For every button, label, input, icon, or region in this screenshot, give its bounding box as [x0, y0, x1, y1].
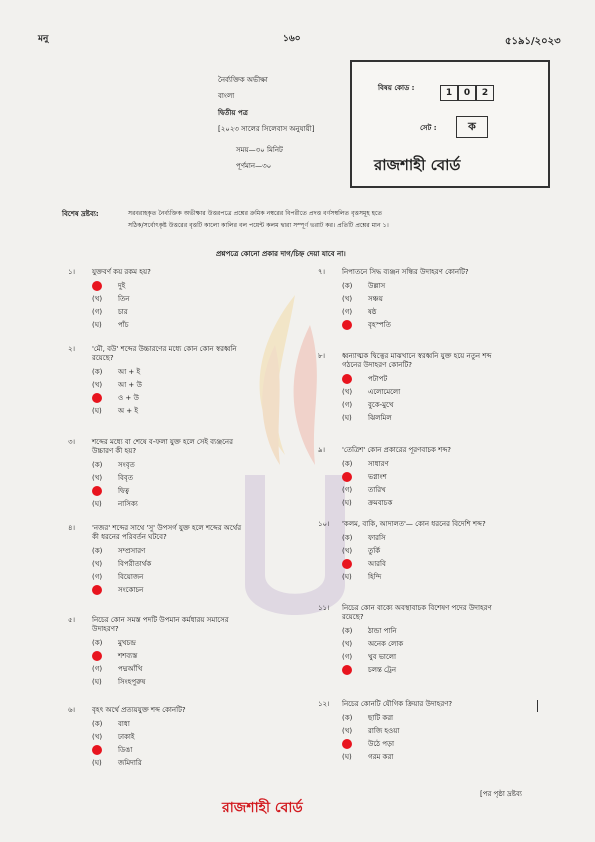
option-text: আ + ই [118, 367, 141, 376]
option-key: (ঘ) [342, 413, 352, 422]
question-number: ১০। [318, 520, 330, 528]
answer-option [342, 625, 582, 638]
answer-option [92, 731, 332, 744]
option-text: ও + উ [118, 393, 139, 402]
option-text: তুর্কি [368, 546, 381, 555]
option-key: (গ) [92, 572, 103, 581]
option-text: উঠে পড়া [368, 739, 395, 748]
answer-option [92, 744, 332, 757]
question-text: নিচের কোন বাক্যে অবস্থাবাচক বিশেষণ পদের উদাহরণ [342, 604, 492, 612]
filled-answer-bubble [92, 486, 102, 496]
option-key: (খ) [342, 726, 353, 735]
answer-option [92, 459, 332, 472]
option-text: বিবৃত [118, 473, 134, 482]
answer-option [92, 392, 332, 405]
filled-answer-bubble [342, 374, 352, 384]
question [68, 438, 332, 511]
option-key: (খ) [342, 294, 353, 303]
filled-answer-bubble [92, 745, 102, 755]
pen-mark [537, 700, 538, 712]
answer-option [92, 379, 332, 392]
question-text: 'মৌ, বউ' শব্দের উচ্চারণের মধ্যে কোন কোন স্বরধ্বনি [92, 345, 237, 353]
answer-option [92, 293, 332, 306]
subject-code [440, 80, 494, 101]
answer-option [342, 306, 582, 319]
question-number: ৯। [318, 446, 326, 454]
exam-paper: দ্বিতীয় পত্র [218, 108, 248, 117]
option-key [92, 281, 114, 291]
option-key: (ক) [92, 460, 103, 469]
filled-answer-bubble [92, 651, 102, 661]
option-key: (খ) [92, 473, 103, 482]
answer-option [92, 663, 332, 676]
option-key: (ক) [342, 459, 353, 468]
question-number: ১২। [318, 700, 330, 708]
subject-code-digit: 0 [458, 85, 476, 101]
instructions-line2: সঠিক/সর্বোৎকৃষ্ট উত্তরের বৃত্তটি কালো কালির বল পয়েন্ট কলম দ্বারা সম্পূর্ণ ভরাট কর। প্রতিটি প্রশ্নের মান ১। [128, 222, 389, 229]
filled-answer-bubble [92, 393, 102, 403]
question-number: ৭। [318, 268, 326, 276]
option-key: (খ) [92, 559, 103, 568]
no-mark-warning: প্রশ্নপত্রে কোনো প্রকার দাগ/চিহ্ন দেয়া যাবে না। [216, 250, 346, 258]
page-top-right: ৫১৯১/২০২৩ [505, 36, 561, 47]
option-text: বুকে-মুখে [368, 400, 394, 409]
question [318, 352, 582, 425]
option-list [92, 545, 332, 597]
subject-code-digit: 1 [440, 85, 458, 101]
question-text: যুক্তবর্ণ কয় রকম হয়? [92, 268, 151, 276]
filled-answer-bubble [92, 585, 102, 595]
answer-option [92, 319, 332, 332]
answer-option [342, 412, 582, 425]
answer-option [342, 319, 582, 332]
option-text: জমিদারি [118, 758, 142, 767]
option-list [342, 458, 582, 510]
option-key: (ঘ) [342, 498, 352, 507]
option-text: রাজি হওয়া [368, 726, 400, 735]
question-text: 'নজর' শব্দের সাথে 'সু' উপসর্গ যুক্ত হলে শব্দের অর্থের [92, 524, 242, 532]
answer-option [342, 532, 582, 545]
option-key [342, 320, 364, 330]
option-text: সঞ্চয় [368, 294, 383, 303]
subject-code-digit: 2 [476, 85, 494, 101]
option-text: ঝিলমিল [368, 413, 392, 422]
question-text: নিচের কোন সমস্ত পদটি উপমান কর্মধারয় সমাসের [92, 616, 229, 624]
option-text: সংবৃত [118, 460, 135, 469]
option-text: সাধারণ [368, 459, 389, 468]
option-text: নাসিক্য [118, 499, 138, 508]
option-key: (ঘ) [92, 406, 102, 415]
option-key [92, 585, 114, 595]
option-key: (ঘ) [342, 572, 352, 581]
answer-option [342, 751, 582, 764]
option-key [342, 374, 364, 384]
question-number: ৪। [68, 524, 76, 532]
answer-option [342, 458, 582, 471]
option-key [342, 559, 364, 569]
answer-option [342, 738, 582, 751]
option-text: ঢাকাই [118, 732, 135, 741]
option-text: পাঁচ [118, 320, 129, 329]
option-list [342, 712, 582, 764]
set-label: সেট : [420, 124, 437, 132]
question-text: উচ্চারণ কী হয়? [92, 446, 137, 455]
option-list [92, 459, 332, 511]
option-text: এলোমেলো [368, 387, 401, 396]
board-name: রাজশাহী বোর্ড [374, 156, 461, 174]
exam-type: নৈর্ব্যক্তিক অভীক্ষা [218, 76, 268, 84]
question-text: নিচের কোনটি যৌগিক ক্রিয়ার উদাহরণ? [342, 700, 453, 708]
option-text: তিন [118, 294, 130, 303]
question [318, 520, 582, 584]
answer-option [92, 280, 332, 293]
question-text: গঠনের উদাহরণ কোনটি? [342, 360, 413, 369]
question [318, 700, 582, 764]
answer-option [92, 637, 332, 650]
option-key: (ক) [342, 626, 353, 635]
option-key: (খ) [92, 294, 103, 303]
option-text: বিপরীতার্থক [118, 559, 152, 568]
question-number: ৫। [68, 616, 76, 624]
question [318, 268, 582, 332]
option-text: দ্বিত্ব [118, 486, 130, 495]
option-text: আ + উ [118, 380, 142, 389]
question-text: বৃহৎ অর্থে প্রত্যয়যুক্ত শব্দ কোনটি? [92, 706, 186, 714]
option-text: পটাপট [368, 374, 388, 383]
instructions-label: বিশেষ দ্রষ্টব্য: [62, 210, 99, 218]
answer-option [342, 280, 582, 293]
filled-answer-bubble [342, 665, 352, 675]
answer-option [92, 545, 332, 558]
answer-option [92, 558, 332, 571]
option-key: (গ) [342, 485, 353, 494]
question [318, 446, 582, 510]
option-list [342, 532, 582, 584]
answer-option [92, 472, 332, 485]
page-number: ১৬০ [283, 34, 301, 44]
answer-option [342, 638, 582, 651]
page-top-left: মনু [38, 34, 49, 44]
option-key: (গ) [342, 652, 353, 661]
answer-option [342, 484, 582, 497]
option-list [92, 280, 332, 332]
option-text: সিংহপুরুষ [118, 677, 146, 686]
option-text: অনেক লোক [368, 639, 404, 648]
option-text: উল্লাস [368, 281, 386, 290]
option-key: (ঘ) [92, 758, 102, 767]
exam-subject: বাংলা [218, 92, 235, 101]
answer-option [342, 293, 582, 306]
question-text: ধ্বন্যাত্মক দ্বিত্বের মাঝখানে স্বরধ্বনি যুক্ত হয়ে নতুন শব্দ [342, 352, 492, 360]
option-list [342, 373, 582, 425]
answer-option [342, 558, 582, 571]
question [68, 524, 332, 597]
filled-answer-bubble [342, 320, 352, 330]
option-text: তারিখ [368, 485, 386, 494]
option-list [342, 625, 582, 677]
answer-option [342, 471, 582, 484]
question-text: রয়েছে? [342, 612, 364, 621]
answer-option [342, 497, 582, 510]
option-text: ভগ্নাংশ [368, 472, 387, 481]
filled-answer-bubble [342, 739, 352, 749]
answer-option [92, 584, 332, 597]
subject-code-label: বিষয় কোড : [378, 84, 415, 92]
option-key [92, 745, 114, 755]
answer-option [92, 676, 332, 689]
option-text: ফারসি [368, 533, 386, 542]
answer-option [92, 306, 332, 319]
option-text: সংকোচন [118, 585, 144, 594]
option-key [92, 393, 114, 403]
question-text: নিপাতনে সিদ্ধ ব্যঞ্জন সন্ধির উদাহরণ কোনটি? [342, 268, 469, 276]
answer-option [342, 399, 582, 412]
option-text: হিন্দি [368, 572, 382, 581]
option-list [92, 637, 332, 689]
option-text: পদ্মআঁখি [118, 664, 143, 673]
option-key [92, 651, 114, 661]
option-text: খুব ভালো [368, 652, 397, 661]
option-text: গরম করা [368, 752, 394, 761]
set-value: ক [456, 116, 488, 138]
option-key: (ঘ) [342, 752, 352, 761]
question-number: ১। [68, 268, 76, 276]
answer-option [92, 405, 332, 418]
option-text: আরবি [368, 559, 386, 568]
exam-time: সময়—৩০ মিনিট [236, 145, 283, 154]
question [68, 706, 332, 770]
option-text: মুখচন্দ্র [118, 638, 136, 647]
option-text: চলন্ত ট্রেন [368, 665, 397, 674]
option-key: (ঘ) [92, 320, 102, 329]
option-key [92, 486, 114, 496]
option-key: (ক) [342, 281, 353, 290]
answer-option [92, 650, 332, 663]
question-number: ২। [68, 345, 76, 353]
question-text: উদাহরণ? [92, 624, 119, 633]
next-page-note: [পর পৃষ্ঠা দ্রষ্টব্য [480, 790, 522, 798]
option-text: দুই [118, 281, 126, 290]
option-text: বৃহস্পতি [368, 320, 391, 329]
option-text: চার [118, 307, 128, 316]
option-key: (ক) [342, 713, 353, 722]
option-text: ছাটি করা [368, 713, 394, 722]
option-key [342, 665, 364, 675]
option-text: সম্প্রসারণ [118, 546, 146, 555]
option-key: (ক) [92, 367, 103, 376]
option-key: (গ) [342, 400, 353, 409]
answer-option [92, 571, 332, 584]
question [68, 268, 332, 332]
option-key: (ক) [342, 533, 353, 542]
option-key [342, 472, 364, 482]
filled-answer-bubble [342, 559, 352, 569]
exam-marks: পূর্ণমান—৩০ [236, 161, 272, 170]
option-list [92, 718, 332, 770]
option-text: ক্রমবাচক [368, 498, 393, 507]
option-key [342, 739, 364, 749]
answer-option [342, 373, 582, 386]
question-text: 'তেত্রিশ' কোন প্রকারের পূরণবাচক শব্দ? [342, 446, 451, 454]
answer-option [342, 651, 582, 664]
answer-option [342, 712, 582, 725]
option-key: (ঘ) [92, 499, 102, 508]
option-key: (খ) [92, 380, 103, 389]
option-text: বিয়োজন [118, 572, 144, 581]
answer-option [92, 498, 332, 511]
option-text: বাধা [118, 719, 130, 728]
option-key: (গ) [92, 307, 103, 316]
answer-option [92, 366, 332, 379]
instructions-line1: সরবরাহকৃত নৈর্ব্যক্তিক অভীক্ষার উত্তরপত্রে প্রশ্নের ক্রমিক নম্বরের বিপরীতে প্রদত্ত বর্ণসম্বলিত বৃত্তসমূহ হতে [128, 210, 383, 217]
option-key: (খ) [342, 639, 353, 648]
question-number: ৩। [68, 438, 76, 446]
question [68, 616, 332, 689]
question [68, 345, 332, 418]
exam-syllabus: [২০২৩ সালের সিলেবাস অনুযায়ী] [218, 125, 315, 134]
answer-option [92, 718, 332, 731]
question-text: কী ধরনের পরিবর্তন ঘটবে? [92, 532, 167, 541]
option-list [342, 280, 582, 332]
option-text: শশব্যস্ত [118, 651, 138, 660]
answer-option [342, 571, 582, 584]
code-box [350, 60, 550, 188]
option-list [92, 366, 332, 418]
option-text: ডিঙা [118, 745, 133, 754]
question-text: 'কলম, বাকি, আদালত'— কোন ধরনের বিদেশি শব্দ? [342, 520, 486, 528]
filled-answer-bubble [342, 472, 352, 482]
option-key: (খ) [342, 387, 353, 396]
question [318, 604, 582, 677]
answer-option [92, 485, 332, 498]
filled-answer-bubble [92, 281, 102, 291]
option-text: ঠান্ডা পানি [368, 626, 397, 635]
question-number: ৮। [318, 352, 326, 360]
option-key: (গ) [342, 307, 353, 316]
question-number: ৬। [68, 706, 76, 714]
option-key: (খ) [92, 732, 103, 741]
question-number: ১১। [318, 604, 330, 612]
option-text: ষষ্ঠ [368, 307, 377, 316]
option-text: অ + ই [118, 406, 139, 415]
option-key: (ক) [92, 546, 103, 555]
option-key: (ক) [92, 638, 103, 647]
answer-option [342, 664, 582, 677]
option-key: (ক) [92, 719, 103, 728]
answer-option [342, 545, 582, 558]
answer-option [342, 725, 582, 738]
exam-info [218, 76, 315, 170]
question-text: রয়েছে? [92, 353, 114, 362]
option-key: (ঘ) [92, 677, 102, 686]
board-stamp: রাজশাহী বোর্ড [222, 800, 303, 816]
question-text: শব্দের মধ্যে বা শেষে ব-ফলা যুক্ত হলে সেই ব্যঞ্জনের [92, 438, 233, 446]
option-key: (খ) [342, 546, 353, 555]
answer-option [92, 757, 332, 770]
answer-option [342, 386, 582, 399]
option-key: (গ) [92, 664, 103, 673]
